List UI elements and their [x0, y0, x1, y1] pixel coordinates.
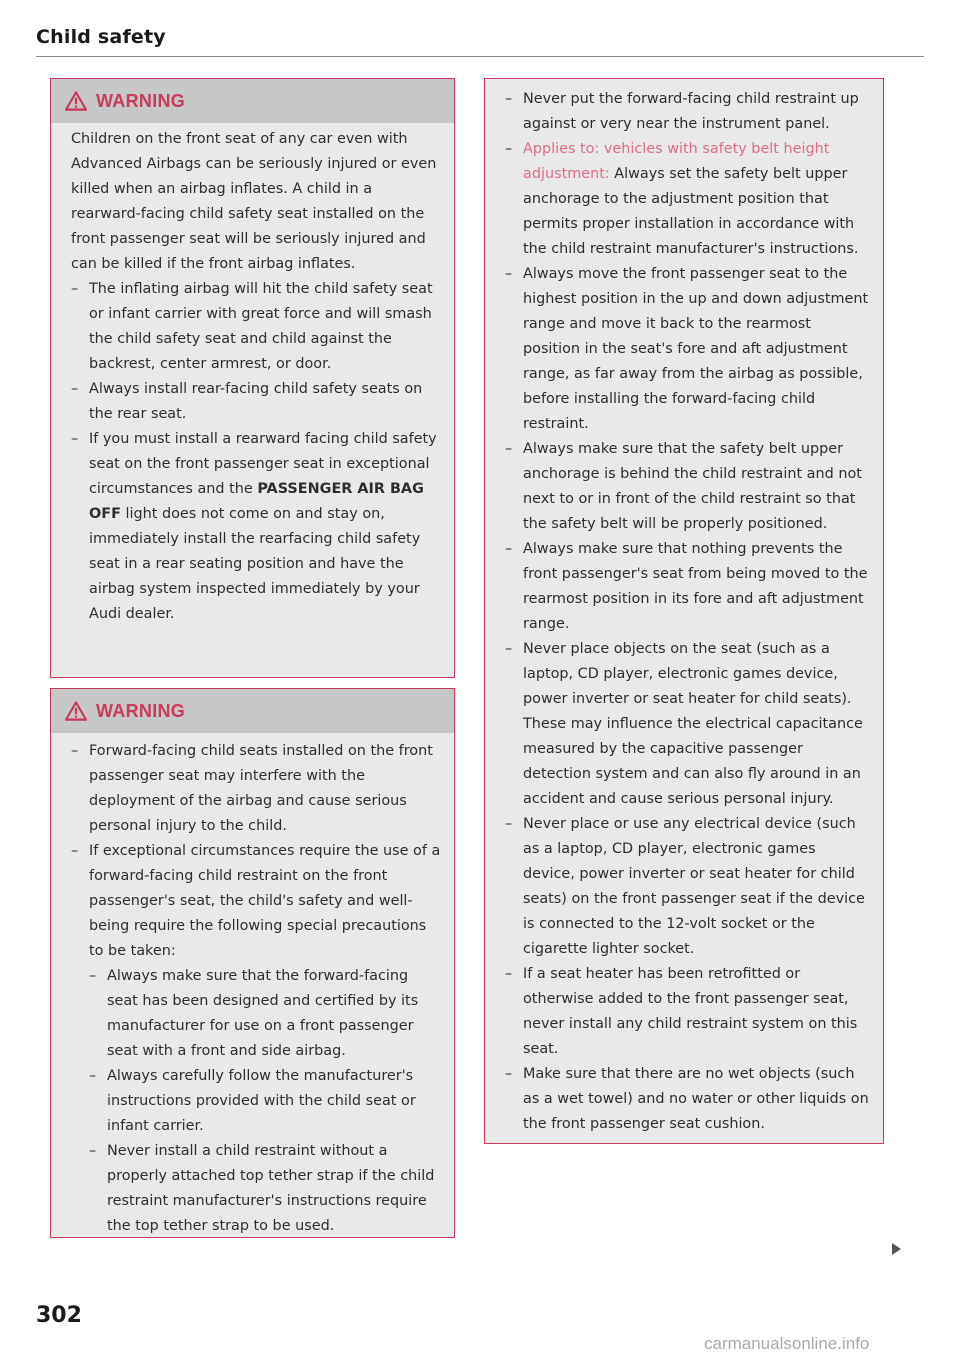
continued-arrow-icon — [892, 1243, 901, 1255]
list-item: – Forward-facing child seats installed on the front passenger seat may interfere with the deployment of the airbag and cause serious personal injury to the child. — [71, 739, 442, 839]
list-item-text: light does not come on and stay on, immediately install the rearfacing child safety seat in a rear seating position and have the airbag system inspected immediately by your Audi dealer. — [89, 506, 421, 622]
list-item: – If a seat heater has been retrofitted or otherwise added to the front passenger seat, never install any child restraint system on this seat. — [505, 962, 871, 1062]
header-divider — [36, 56, 924, 57]
warning-box-2 — [50, 688, 455, 1238]
watermark: carmanualsonline.info — [704, 1334, 870, 1353]
list-item: – The inflating airbag will hit the child safety seat or infant carrier with great force and will smash the child safety seat and child against the backrest, center armrest, or door. — [71, 277, 442, 377]
warning-header-1 — [51, 79, 454, 123]
warning-continuation-box — [484, 78, 884, 1144]
list-item: – Make sure that there are no wet objects (such as a wet towel) and no water or other liquids on the front passenger seat cushion. — [505, 1062, 871, 1137]
list-item: – Always make sure that the safety belt upper anchorage is behind the child restraint and not next to or in front of the child restraint so that the safety belt will be properly positioned. — [505, 437, 871, 537]
warning-intro: Children on the front seat of any car even with Advanced Airbags can be seriously injured or even killed when an airbag inflates. A child in a rearward-facing child safety seat installed on the front passenger seat will be seriously injured and can be killed if the front airbag inflates. — [71, 131, 437, 272]
list-item — [505, 137, 871, 262]
sub-list-item: – Never install a child restraint without a properly attached top tether strap if the child restraint manufacturer's instructions require the top tether strap to be used. — [89, 1139, 442, 1239]
list-item: – Always install rear-facing child safety seats on the rear seat. — [71, 377, 442, 427]
list-item-text: Always set the safety belt upper anchorage to the adjustment position that permits proper installation in accordance with the child restraint manufacturer's instructions. — [523, 166, 859, 257]
warning-label-2: WARNING — [96, 700, 186, 721]
list-item: – Never place objects on the seat (such as a laptop, CD player, electronic games device, power inverter or seat heater for child seats). These may influence the electrical capacitance measured by the capacitive passenger detection system and can also fly around in an accident and cause serious personal injury. — [505, 637, 871, 812]
list-item: – Never place or use any electrical device (such as a laptop, CD player, electronic games device, power inverter or seat heater for child seats) on the front passenger seat if the device is connected to the 12-volt socket or the cigarette lighter socket. — [505, 812, 871, 962]
page-number: 302 — [36, 1303, 82, 1328]
warning-box-1 — [50, 78, 455, 678]
warning-header-2 — [51, 689, 454, 733]
warning-triangle-icon — [65, 701, 87, 721]
page-title: Child safety — [36, 26, 166, 48]
warning-label-1: WARNING — [96, 90, 186, 111]
list-item: – Always make sure that nothing prevents the front passenger's seat from being moved to the rearmost position in its fore and aft adjustment range. — [505, 537, 871, 637]
list-item: – Always move the front passenger seat to the highest position in the up and down adjustment range and move it back to the rearmost position in the seat's fore and aft adjustment range, as far away from the airbag as possible, before installing the forward-facing child restraint. — [505, 262, 871, 437]
airbag-off-indicator-text: PASSENGER AIR BAG OFF — [89, 481, 424, 522]
sub-list-item: – Always carefully follow the manufacturer's instructions provided with the child seat or infant carrier. — [89, 1064, 442, 1139]
applicability-note: Applies to: vehicles with safety belt height adjustment: — [523, 141, 830, 182]
list-item-text: If you must install a rearward facing child safety seat on the front passenger seat in exceptional circumstances and the — [89, 431, 437, 497]
warning-triangle-icon — [65, 91, 87, 111]
list-item: – If exceptional circumstances require the use of a forward-facing child restraint on the front passenger's seat, the child's safety and well-being require the following special precautions to be taken: — [71, 839, 442, 964]
list-item: – Never put the forward-facing child restraint up against or very near the instrument panel. — [505, 87, 871, 137]
sub-list-item: – Always make sure that the forward-facing seat has been designed and certified by its manufacturer for use on a front passenger seat with a front and side airbag. — [89, 964, 442, 1064]
list-item — [71, 427, 442, 627]
